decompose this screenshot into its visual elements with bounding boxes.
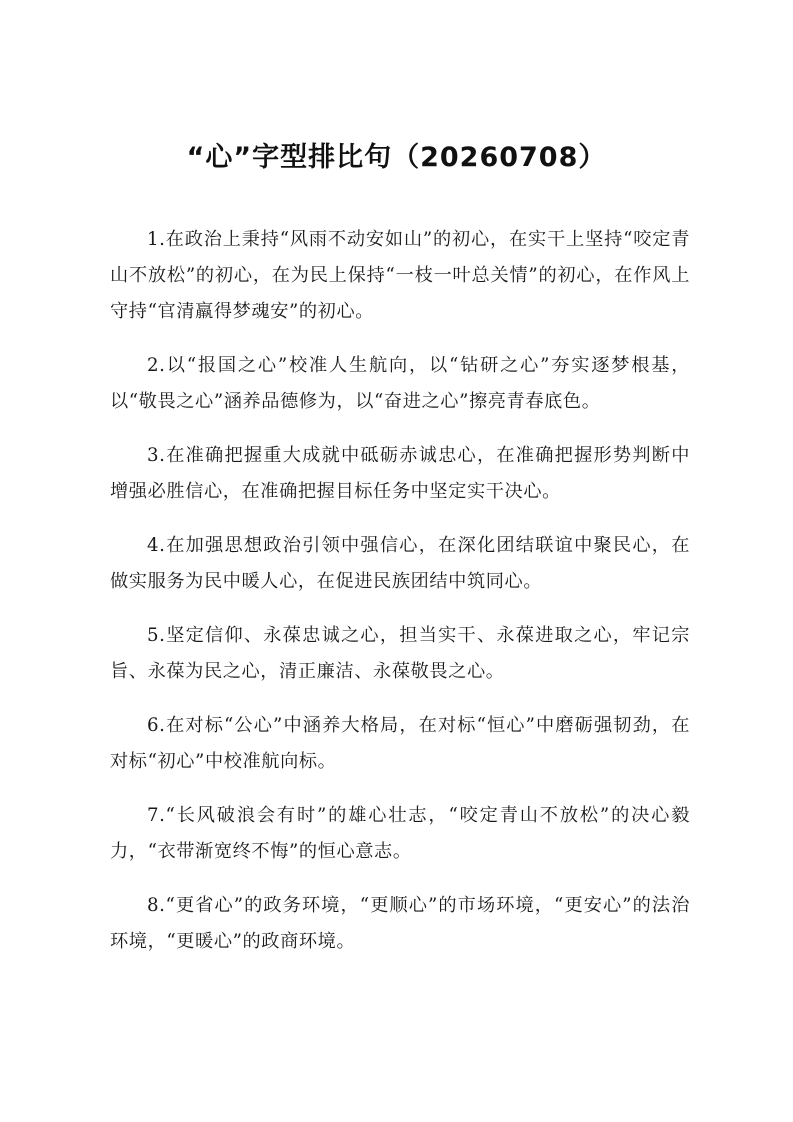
paragraph-5: 5.坚定信仰、永葆忠诚之心，担当实干、永葆进取之心，牢记宗旨、永葆为民之心，清正廉洁、永葆敬畏之心。: [110, 625, 690, 682]
paragraph-4: 4.在加强思想政治引领中强信心，在深化团结联谊中聚民心，在做实服务为民中暖人心，在促进民族团结中筑同心。: [110, 535, 690, 592]
paragraph-3: 3.在准确把握重大成就中砥砺赤诚忠心，在准确把握形势判断中增强必胜信心，在准确把握目标任务中坚定实干决心。: [110, 445, 690, 502]
document-title: “心”字型排比句（20260708）: [186, 142, 607, 173]
paragraph-2: 2.以“报国之心”校准人生航向，以“钻研之心”夯实逐梦根基，以“敬畏之心”涵养品德修为，以“奋进之心”擦亮青春底色。: [110, 355, 690, 412]
paragraph-8: 8.“更省心”的政务环境，“更顺心”的市场环境，“更安心”的法治环境，“更暖心”的政商环境。: [110, 895, 690, 952]
paragraph-1: 1.在政治上秉持“风雨不动安如山”的初心，在实干上坚持“咬定青山不放松”的初心，在为民上保持“一枝一叶总关情”的初心，在作风上守持“官清羸得梦魂安”的初心。: [110, 229, 690, 322]
paragraph-6: 6.在对标“公心”中涵养大格局，在对标“恒心”中磨砺强韧劲，在对标“初心”中校准航向标。: [110, 715, 690, 772]
paragraph-7: 7.“长风破浪会有时”的雄心壮志，“咬定青山不放松”的决心毅力，“衣带渐宽终不悔”的恒心意志。: [110, 805, 690, 862]
document-body: [110, 222, 690, 978]
